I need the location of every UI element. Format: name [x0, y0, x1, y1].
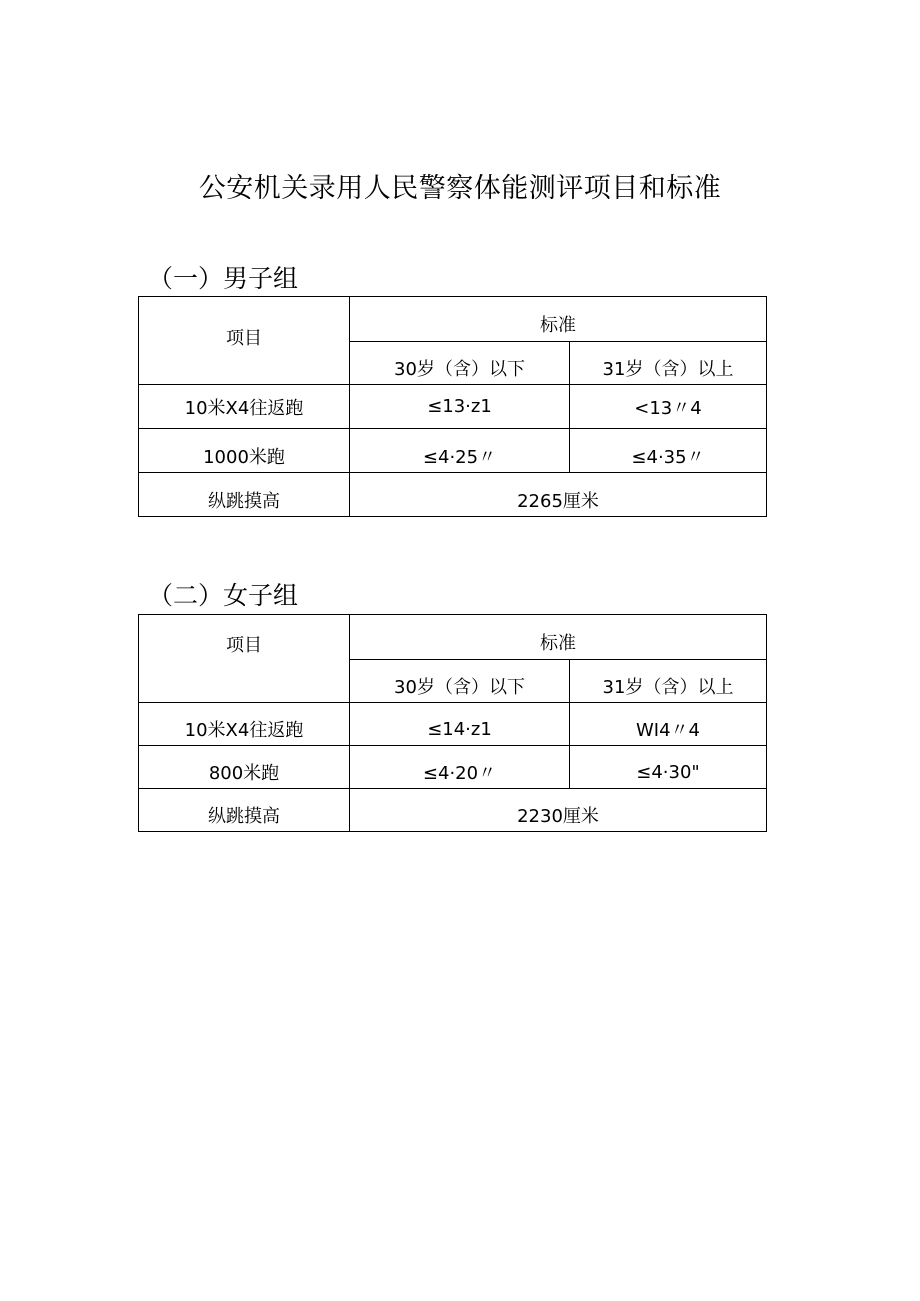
- over-value-cell: [570, 429, 767, 473]
- header-age-under-cell: [350, 342, 570, 385]
- item-cell: 10米X4往返跑: [139, 385, 350, 429]
- item-cell: [139, 746, 350, 789]
- header-age-over-cell: [570, 660, 767, 703]
- header-age-over-label: 31岁（含）以上: [602, 677, 734, 698]
- item-label: 1000米跑: [203, 446, 285, 468]
- header-item-cell: [139, 297, 350, 385]
- merged-value: 2230厘米: [517, 806, 599, 827]
- merged-value-cell: [350, 473, 767, 517]
- merged-value: 2265厘米: [517, 490, 599, 512]
- item-label: 10米X4往返跑: [184, 720, 304, 741]
- header-standard-label: 标准: [540, 315, 576, 336]
- under-value-cell: ≤13·z1: [350, 385, 570, 429]
- standards-table-female: [138, 614, 767, 832]
- over-value-cell: [570, 746, 767, 789]
- table-row: [139, 429, 767, 473]
- under-value: ≤4·20〃: [422, 763, 497, 784]
- over-value: ≤4·35〃: [631, 446, 705, 468]
- section-heading-male: （一）男子组: [148, 264, 299, 293]
- section-heading-female: （二）女子组: [148, 581, 299, 610]
- header-age-under-label: 30岁（含）以下: [394, 359, 525, 380]
- standards-table-male: [138, 296, 767, 517]
- table-row: [139, 789, 767, 832]
- item-label: 纵跳摸高: [208, 490, 280, 512]
- table-header-row: [139, 297, 767, 342]
- header-item-cell: [139, 615, 350, 703]
- table-row: [139, 746, 767, 789]
- table-row: [139, 473, 767, 517]
- item-cell: [139, 789, 350, 832]
- under-value: ≤4·25〃: [422, 446, 497, 468]
- item-cell: [139, 429, 350, 473]
- page-title: 公安机关录用人民警察体能测评项目和标准: [198, 173, 722, 204]
- over-value: WI4〃4: [635, 720, 700, 741]
- merged-value-cell: [350, 789, 767, 832]
- under-value-cell: [350, 703, 570, 746]
- header-standard-cell: [350, 297, 767, 342]
- header-age-over-cell: [570, 342, 767, 385]
- over-value: ≤4·30": [636, 761, 700, 783]
- table-row: [139, 385, 767, 429]
- header-standard-label: 标准: [540, 633, 576, 654]
- over-value-cell: <13〃4: [570, 385, 767, 429]
- table-header-row: [139, 615, 767, 660]
- header-item-label: 项目: [226, 327, 262, 349]
- header-age-over-label: 31岁（含）以上: [602, 359, 734, 380]
- table-row: [139, 703, 767, 746]
- header-standard-cell: [350, 615, 767, 660]
- item-cell: [139, 473, 350, 517]
- under-value: ≤14·z1: [427, 718, 492, 740]
- header-item-label: 项目: [226, 634, 262, 656]
- item-label: 800米跑: [208, 763, 280, 784]
- item-cell: [139, 703, 350, 746]
- under-value-cell: [350, 429, 570, 473]
- header-age-under-cell: [350, 660, 570, 703]
- item-label: 纵跳摸高: [208, 806, 280, 827]
- under-value-cell: [350, 746, 570, 789]
- header-age-under-label: 30岁（含）以下: [394, 677, 525, 698]
- over-value-cell: [570, 703, 767, 746]
